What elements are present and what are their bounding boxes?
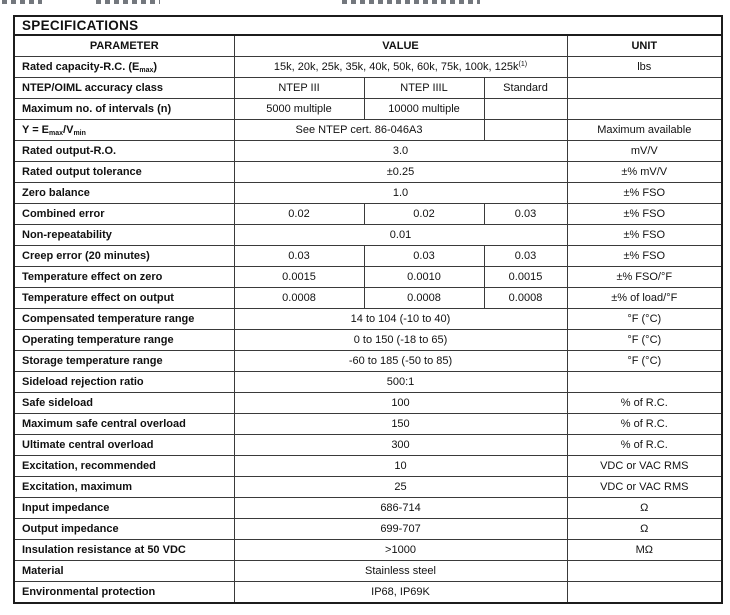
unit-cell [567, 561, 722, 582]
parameter-cell: Rated output tolerance [14, 162, 234, 183]
table-row [14, 519, 722, 540]
value-cell: 0.02 [364, 204, 484, 225]
value-cell: 686-714 [234, 498, 567, 519]
parameter-cell: Input impedance [14, 498, 234, 519]
table-row [14, 330, 722, 351]
value-cell: 699-707 [234, 519, 567, 540]
unit-cell: ±% FSO [567, 246, 722, 267]
value-cell: 0.0008 [234, 288, 364, 309]
table-row [14, 393, 722, 414]
value-cell: -60 to 185 (-50 to 85) [234, 351, 567, 372]
unit-cell: ±% FSO [567, 225, 722, 246]
parameter-cell: Insulation resistance at 50 VDC [14, 540, 234, 561]
column-header-parameter: PARAMETER [14, 35, 234, 57]
table-row [14, 225, 722, 246]
value-cell: 0.03 [364, 246, 484, 267]
value-cell: 0.03 [484, 204, 567, 225]
table-row [14, 414, 722, 435]
unit-cell: VDC or VAC RMS [567, 456, 722, 477]
parameter-cell: $Y = E_{max}/V_{min}$ [14, 120, 234, 141]
parameter-cell: Maximum safe central overload [14, 414, 234, 435]
value-cell: 15k, 20k, 25k, 35k, 40k, 50k, 60k, 75k, 100k, $125k^{(1)}$ [234, 57, 567, 78]
value-cell: Stainless steel [234, 561, 567, 582]
value-cell: IP68, IP69K [234, 582, 567, 604]
value-cell [484, 99, 567, 120]
value-cell: 10 [234, 456, 567, 477]
table-row [14, 162, 722, 183]
column-header-value: VALUE [234, 35, 567, 57]
value-cell: NTEP IIIL [364, 78, 484, 99]
table-row [14, 540, 722, 561]
parameter-cell: Material [14, 561, 234, 582]
table-row [14, 561, 722, 582]
unit-cell: °F (°C) [567, 309, 722, 330]
unit-cell: ±% FSO [567, 204, 722, 225]
unit-cell: Ω [567, 498, 722, 519]
table-row [14, 288, 722, 309]
parameter-cell: NTEP/OIML accuracy class [14, 78, 234, 99]
value-cell: 300 [234, 435, 567, 456]
unit-cell: Ω [567, 519, 722, 540]
table-row [14, 57, 722, 78]
unit-cell: MΩ [567, 540, 722, 561]
table-row [14, 78, 722, 99]
specifications-table [13, 15, 723, 604]
unit-cell: ±% mV/V [567, 162, 722, 183]
value-cell: Standard [484, 78, 567, 99]
value-cell: 10000 multiple [364, 99, 484, 120]
table-row [14, 477, 722, 498]
value-cell: 100 [234, 393, 567, 414]
value-cell: 0.03 [234, 246, 364, 267]
parameter-cell: Output impedance [14, 519, 234, 540]
table-row [14, 498, 722, 519]
table-row [14, 267, 722, 288]
column-header-unit: UNIT [567, 35, 722, 57]
parameter-cell: Compensated temperature range [14, 309, 234, 330]
table-row [14, 204, 722, 225]
value-cell: NTEP III [234, 78, 364, 99]
parameter-cell: Non-repeatability [14, 225, 234, 246]
table-title: SPECIFICATIONS [14, 16, 722, 35]
value-cell: 0 to 150 (-18 to 65) [234, 330, 567, 351]
table-header-row [14, 35, 722, 57]
unit-cell [567, 372, 722, 393]
value-cell [484, 120, 567, 141]
parameter-cell: Maximum no. of intervals (n) [14, 99, 234, 120]
unit-cell: % of R.C. [567, 393, 722, 414]
unit-cell: % of R.C. [567, 414, 722, 435]
table-row [14, 120, 722, 141]
clipped-text-fragment [2, 0, 42, 4]
parameter-cell: Creep error (20 minutes) [14, 246, 234, 267]
parameter-cell: Combined error [14, 204, 234, 225]
parameter-cell: Temperature effect on output [14, 288, 234, 309]
unit-cell: °F (°C) [567, 330, 722, 351]
table-title-row [14, 16, 722, 35]
parameter-cell: Zero balance [14, 183, 234, 204]
table-row [14, 309, 722, 330]
value-cell: 0.01 [234, 225, 567, 246]
table-row [14, 246, 722, 267]
table-row [14, 456, 722, 477]
table-row [14, 582, 722, 604]
parameter-cell: Rated output-R.O. [14, 141, 234, 162]
value-cell: 3.0 [234, 141, 567, 162]
parameter-cell: Rated capacity-R.C. $(E_{max})$ [14, 57, 234, 78]
table-row [14, 435, 722, 456]
unit-cell: ±% of load/°F [567, 288, 722, 309]
table-row [14, 141, 722, 162]
unit-cell: lbs [567, 57, 722, 78]
value-cell: 0.02 [234, 204, 364, 225]
parameter-cell: Ultimate central overload [14, 435, 234, 456]
unit-cell: Maximum available [567, 120, 722, 141]
value-cell: 0.0015 [234, 267, 364, 288]
clipped-text-fragment [96, 0, 160, 4]
value-cell: 0.0015 [484, 267, 567, 288]
value-cell: 500:1 [234, 372, 567, 393]
unit-cell [567, 78, 722, 99]
unit-cell: ±% FSO/°F [567, 267, 722, 288]
value-cell: ±0.25 [234, 162, 567, 183]
unit-cell: % of R.C. [567, 435, 722, 456]
parameter-cell: Safe sideload [14, 393, 234, 414]
value-cell: See NTEP cert. 86-046A3 [234, 120, 484, 141]
value-cell: 150 [234, 414, 567, 435]
unit-cell [567, 99, 722, 120]
table-row [14, 372, 722, 393]
parameter-cell: Excitation, recommended [14, 456, 234, 477]
clipped-text-fragment [342, 0, 480, 4]
unit-cell [567, 582, 722, 604]
parameter-cell: Sideload rejection ratio [14, 372, 234, 393]
value-cell: 1.0 [234, 183, 567, 204]
value-cell: 25 [234, 477, 567, 498]
value-cell: 14 to 104 (-10 to 40) [234, 309, 567, 330]
spec-table-body [14, 57, 722, 604]
value-cell: 0.0008 [484, 288, 567, 309]
unit-cell: mV/V [567, 141, 722, 162]
table-row [14, 351, 722, 372]
parameter-cell: Excitation, maximum [14, 477, 234, 498]
parameter-cell: Temperature effect on zero [14, 267, 234, 288]
value-cell: 0.0010 [364, 267, 484, 288]
table-row [14, 183, 722, 204]
unit-cell: VDC or VAC RMS [567, 477, 722, 498]
value-cell: 5000 multiple [234, 99, 364, 120]
clipped-page-text [0, 0, 730, 5]
unit-cell: ±% FSO [567, 183, 722, 204]
parameter-cell: Operating temperature range [14, 330, 234, 351]
unit-cell: °F (°C) [567, 351, 722, 372]
value-cell: 0.0008 [364, 288, 484, 309]
parameter-cell: Environmental protection [14, 582, 234, 604]
value-cell: >1000 [234, 540, 567, 561]
table-row [14, 99, 722, 120]
parameter-cell: Storage temperature range [14, 351, 234, 372]
value-cell: 0.03 [484, 246, 567, 267]
